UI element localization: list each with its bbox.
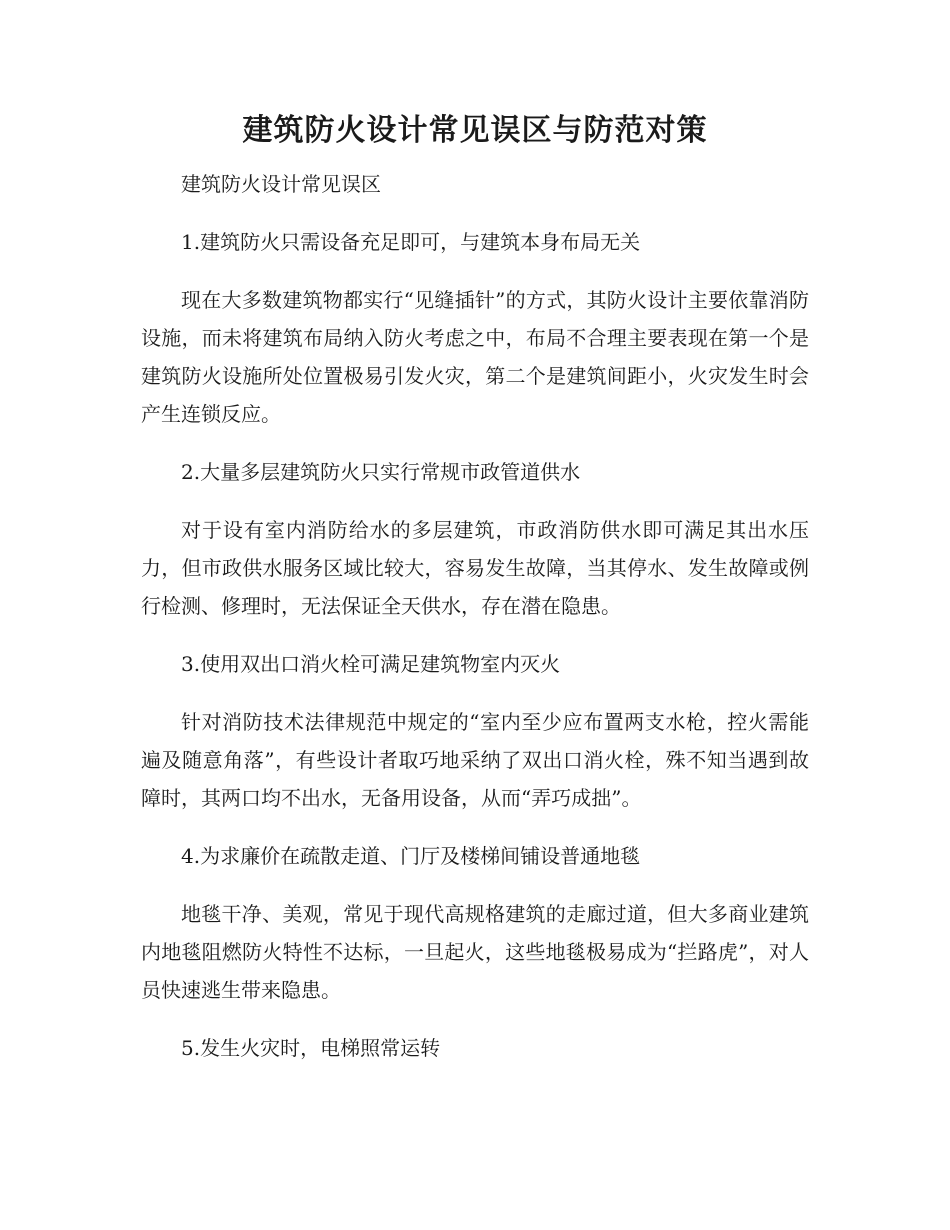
item-heading-4: 4.为求廉价在疏散走道、门厅及楼梯间铺设普通地毯 [181, 844, 641, 868]
item-heading-3: 3.使用双出口消火栓可满足建筑物室内灭火 [181, 652, 561, 676]
body-paragraph-4: 地毯干净、美观，常见于现代高规格建筑的走廊过道，但大多商业建筑内地毯阻燃防火特性不达标，一旦起火，这些地毯极易成为“拦路虎”，对人员快速逃生带来隐患。 [141, 902, 809, 1002]
body-paragraph-2: 对于设有室内消防给水的多层建筑，市政消防供水即可满足其出水压力，但市政供水服务区域比较大，容易发生故障，当其停水、发生故障或例行检测、修理时，无法保证全天供水，存在潜在隐患。 [141, 518, 809, 618]
body-paragraph-1: 现在大多数建筑物都实行“见缝插针”的方式，其防火设计主要依靠消防设施，而未将建筑布局纳入防火考虑之中，布局不合理主要表现在第一个是建筑防火设施所处位置极易引发火灾，第二个是建筑间距小，火灾发生时会产生连锁反应。 [141, 288, 809, 426]
document-body [141, 165, 809, 1087]
section-heading: 建筑防火设计常见误区 [181, 172, 381, 196]
document-title: 建筑防火设计常见误区与防范对策 [242, 113, 708, 148]
item-heading-5: 5.发生火灾时，电梯照常运转 [181, 1036, 441, 1060]
body-paragraph-3: 针对消防技术法律规范中规定的“室内至少应布置两支水枪，控火需能遍及随意角落”，有些设计者取巧地采纳了双出口消火栓，殊不知当遇到故障时，其两口均不出水，无备用设备，从而“弄巧成拙”。 [141, 710, 809, 810]
item-heading-1: 1.建筑防火只需设备充足即可，与建筑本身布局无关 [181, 230, 641, 254]
item-heading-2: 2.大量多层建筑防火只实行常规市政管道供水 [181, 460, 581, 484]
